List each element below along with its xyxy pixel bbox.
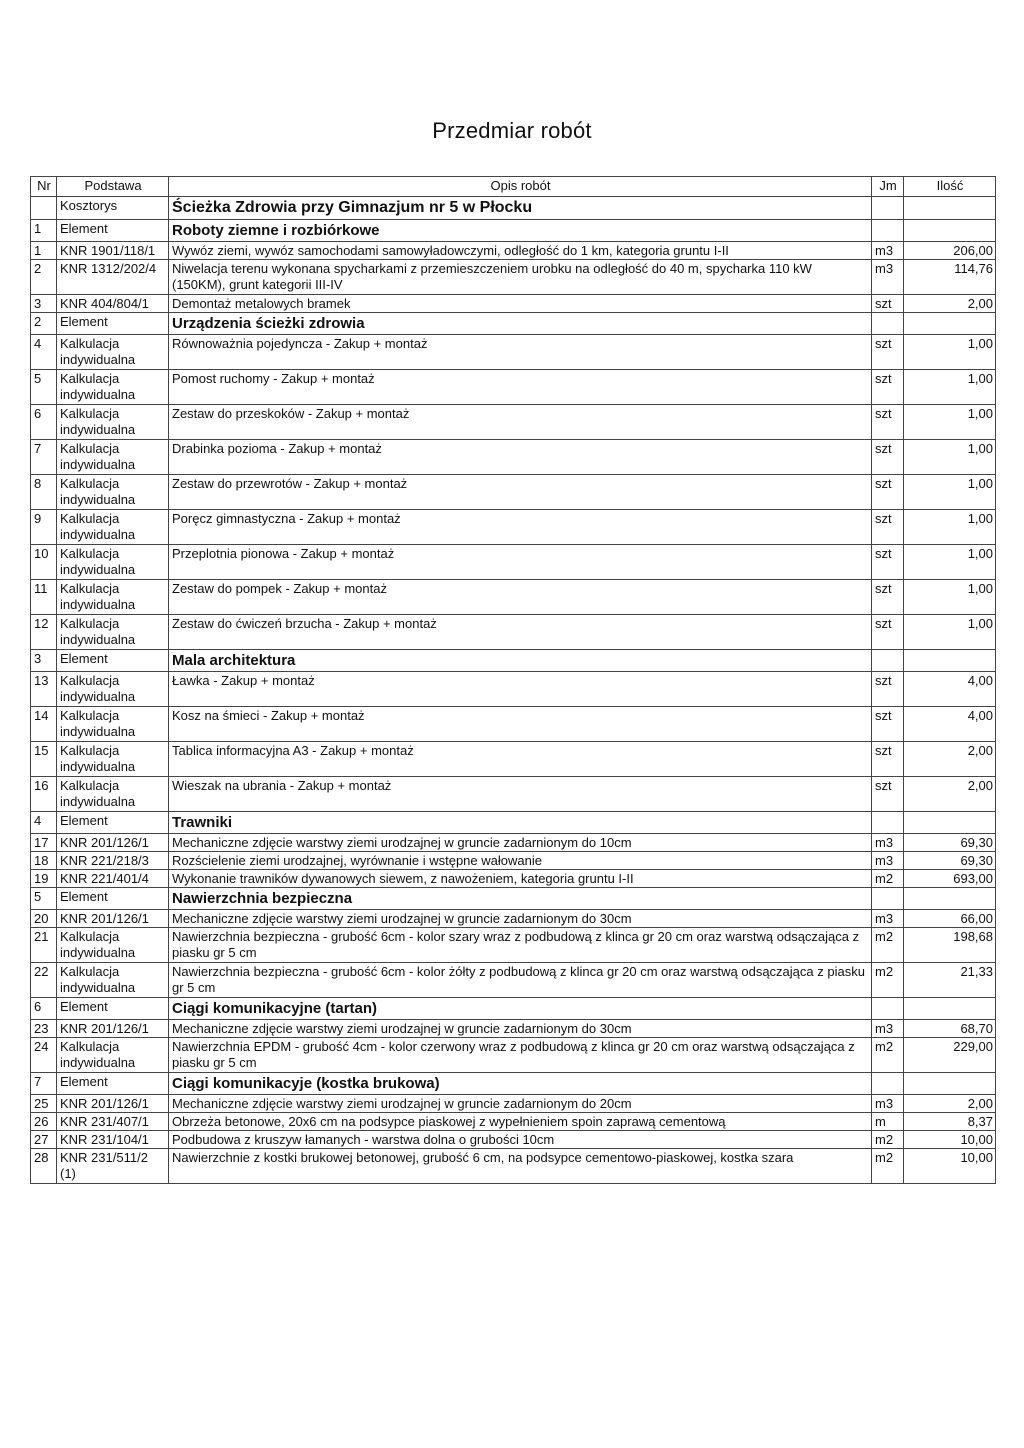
cell-podstawa: Element: [57, 650, 169, 672]
section-row: [31, 888, 996, 910]
section-row: [31, 313, 996, 335]
cell-jm: szt: [872, 580, 904, 615]
table-row: [31, 370, 996, 405]
cell-jm: szt: [872, 615, 904, 650]
cell-ilosc: 198,68: [904, 928, 996, 963]
cell-opis: Pomost ruchomy - Zakup + montaż: [169, 370, 872, 405]
cell-nr: 2: [31, 313, 57, 335]
cell-opis: Nawierzchnia bezpieczna: [169, 888, 872, 910]
section-row: [31, 1073, 996, 1095]
cell-podstawa: KNR 201/126/1: [57, 834, 169, 852]
table-row: [31, 1095, 996, 1113]
cell-nr: 27: [31, 1131, 57, 1149]
table-row: [31, 242, 996, 260]
cell-jm: m2: [872, 1131, 904, 1149]
table-row: [31, 1038, 996, 1073]
table-row: [31, 510, 996, 545]
table-row: [31, 545, 996, 580]
cell-jm: [872, 650, 904, 672]
cell-jm: [872, 220, 904, 242]
cell-ilosc: 2,00: [904, 295, 996, 313]
cell-jm: [872, 812, 904, 834]
table-row: [31, 777, 996, 812]
cell-opis: Przeplotnia pionowa - Zakup + montaż: [169, 545, 872, 580]
cell-jm: m3: [872, 1020, 904, 1038]
cell-nr: 19: [31, 870, 57, 888]
cell-opis: Niwelacja terenu wykonana spycharkami z przemieszczeniem urobku na odległość do 40 m, spycharka 110 kW (150KM), grunt kategorii III-IV: [169, 260, 872, 295]
cell-ilosc: [904, 812, 996, 834]
table-row: [31, 834, 996, 852]
table-row: [31, 707, 996, 742]
cell-podstawa: Kalkulacja indywidualna: [57, 475, 169, 510]
cell-ilosc: 1,00: [904, 440, 996, 475]
cell-jm: szt: [872, 742, 904, 777]
cell-podstawa: KNR 221/401/4: [57, 870, 169, 888]
table-row: [31, 405, 996, 440]
cell-opis: Nawierzchnia EPDM - grubość 4cm - kolor czerwony wraz z podbudową z klinca gr 20 cm oraz warstwą odsączająca z piasku gr 5 cm: [169, 1038, 872, 1073]
cell-nr: 2: [31, 260, 57, 295]
cell-podstawa: Kalkulacja indywidualna: [57, 405, 169, 440]
cell-nr: 4: [31, 812, 57, 834]
cell-jm: m3: [872, 852, 904, 870]
cell-podstawa: Kalkulacja indywidualna: [57, 928, 169, 963]
cell-opis: Ławka - Zakup + montaż: [169, 672, 872, 707]
cell-jm: [872, 1073, 904, 1095]
cell-jm: szt: [872, 777, 904, 812]
cell-opis: Ciągi komunikacyjne (tartan): [169, 998, 872, 1020]
cell-nr: 15: [31, 742, 57, 777]
table-row: [31, 1131, 996, 1149]
cell-opis: Ciągi komunikacyje (kostka brukowa): [169, 1073, 872, 1095]
cell-ilosc: 10,00: [904, 1149, 996, 1184]
cell-podstawa: Kalkulacja indywidualna: [57, 545, 169, 580]
cell-jm: [872, 313, 904, 335]
cell-ilosc: [904, 220, 996, 242]
cell-nr: 4: [31, 335, 57, 370]
cell-jm: [872, 888, 904, 910]
cell-podstawa: KNR 1312/202/4: [57, 260, 169, 295]
cell-ilosc: 2,00: [904, 742, 996, 777]
section-row: [31, 998, 996, 1020]
cell-opis: Wywóz ziemi, wywóz samochodami samowyładowczymi, odległość do 1 km, kategoria gruntu I-II: [169, 242, 872, 260]
cell-nr: 18: [31, 852, 57, 870]
cell-jm: [872, 197, 904, 220]
cell-jm: szt: [872, 545, 904, 580]
cell-jm: szt: [872, 707, 904, 742]
cell-nr: 16: [31, 777, 57, 812]
cell-ilosc: 10,00: [904, 1131, 996, 1149]
cell-jm: szt: [872, 335, 904, 370]
cell-opis: Mechaniczne zdjęcie warstwy ziemi urodzajnej w gruncie zadarnionym do 30cm: [169, 910, 872, 928]
cell-podstawa: Element: [57, 1073, 169, 1095]
cell-podstawa: Kalkulacja indywidualna: [57, 580, 169, 615]
table-row: [31, 615, 996, 650]
cell-ilosc: [904, 650, 996, 672]
table-row: [31, 852, 996, 870]
cell-ilosc: 69,30: [904, 834, 996, 852]
cell-nr: 6: [31, 405, 57, 440]
table-row: [31, 963, 996, 998]
cell-nr: 20: [31, 910, 57, 928]
cell-opis: Urządzenia ścieżki zdrowia: [169, 313, 872, 335]
table-header-row: [31, 177, 996, 197]
cell-nr: 23: [31, 1020, 57, 1038]
cell-ilosc: [904, 197, 996, 220]
cell-ilosc: [904, 313, 996, 335]
cell-ilosc: 8,37: [904, 1113, 996, 1131]
cell-jm: m2: [872, 1038, 904, 1073]
cell-podstawa: Kalkulacja indywidualna: [57, 742, 169, 777]
cell-podstawa: Element: [57, 220, 169, 242]
cell-nr: 1: [31, 242, 57, 260]
cell-nr: 9: [31, 510, 57, 545]
cell-podstawa: Element: [57, 313, 169, 335]
cell-ilosc: 114,76: [904, 260, 996, 295]
header-podstawa: Podstawa: [57, 177, 169, 197]
cell-nr: 8: [31, 475, 57, 510]
cell-ilosc: 68,70: [904, 1020, 996, 1038]
section-row: [31, 220, 996, 242]
cell-nr: 3: [31, 295, 57, 313]
cell-jm: szt: [872, 405, 904, 440]
cell-podstawa: Element: [57, 888, 169, 910]
cell-jm: m3: [872, 910, 904, 928]
cell-jm: szt: [872, 672, 904, 707]
cell-nr: 11: [31, 580, 57, 615]
cell-podstawa: KNR 201/126/1: [57, 1020, 169, 1038]
cell-opis: Drabinka pozioma - Zakup + montaż: [169, 440, 872, 475]
header-jm: Jm: [872, 177, 904, 197]
cell-ilosc: 66,00: [904, 910, 996, 928]
cell-podstawa: Kalkulacja indywidualna: [57, 335, 169, 370]
table-row: [31, 335, 996, 370]
cell-opis: Mechaniczne zdjęcie warstwy ziemi urodzajnej w gruncie zadarnionym do 30cm: [169, 1020, 872, 1038]
cell-podstawa: Kalkulacja indywidualna: [57, 672, 169, 707]
cell-opis: Wykonanie trawników dywanowych siewem, z nawożeniem, kategoria gruntu I-II: [169, 870, 872, 888]
cell-nr: 17: [31, 834, 57, 852]
cell-ilosc: 1,00: [904, 545, 996, 580]
cell-ilosc: [904, 888, 996, 910]
table-row: [31, 295, 996, 313]
cell-podstawa: KNR 231/511/2 (1): [57, 1149, 169, 1184]
cell-nr: 25: [31, 1095, 57, 1113]
cell-jm: [872, 998, 904, 1020]
cell-opis: Rozścielenie ziemi urodzajnej, wyrównanie i wstępne wałowanie: [169, 852, 872, 870]
section-row: [31, 650, 996, 672]
cell-nr: 5: [31, 370, 57, 405]
cell-nr: 28: [31, 1149, 57, 1184]
cell-nr: 3: [31, 650, 57, 672]
cell-nr: 6: [31, 998, 57, 1020]
cell-jm: m: [872, 1113, 904, 1131]
table-row: [31, 580, 996, 615]
section-row: [31, 812, 996, 834]
cell-podstawa: KNR 201/126/1: [57, 910, 169, 928]
header-nr: Nr: [31, 177, 57, 197]
cell-podstawa: Kalkulacja indywidualna: [57, 615, 169, 650]
header-ilosc: Ilość: [904, 177, 996, 197]
cell-opis: Mala architektura: [169, 650, 872, 672]
table-row: [31, 870, 996, 888]
cell-opis: Demontaż metalowych bramek: [169, 295, 872, 313]
cell-podstawa: KNR 404/804/1: [57, 295, 169, 313]
cell-nr: 22: [31, 963, 57, 998]
cell-opis: Zestaw do pompek - Zakup + montaż: [169, 580, 872, 615]
cell-jm: szt: [872, 440, 904, 475]
cell-podstawa: KNR 1901/118/1: [57, 242, 169, 260]
cell-jm: m2: [872, 963, 904, 998]
cell-podstawa: Element: [57, 812, 169, 834]
cell-podstawa: Kalkulacja indywidualna: [57, 1038, 169, 1073]
cost-estimate-table: [30, 176, 996, 1184]
table-row: [31, 440, 996, 475]
cell-podstawa: Kalkulacja indywidualna: [57, 963, 169, 998]
cell-opis: Mechaniczne zdjęcie warstwy ziemi urodzajnej w gruncie zadarnionym do 20cm: [169, 1095, 872, 1113]
cell-opis: Mechaniczne zdjęcie warstwy ziemi urodzajnej w gruncie zadarnionym do 10cm: [169, 834, 872, 852]
table-row: [31, 1149, 996, 1184]
cell-podstawa: Kalkulacja indywidualna: [57, 777, 169, 812]
cell-podstawa: KNR 231/407/1: [57, 1113, 169, 1131]
cell-nr: 7: [31, 1073, 57, 1095]
cell-opis: Wieszak na ubrania - Zakup + montaż: [169, 777, 872, 812]
cell-jm: m2: [872, 1149, 904, 1184]
cell-podstawa: Kalkulacja indywidualna: [57, 707, 169, 742]
cell-opis: Obrzeża betonowe, 20x6 cm na podsypce piaskowej z wypełnieniem spoin zaprawą cementową: [169, 1113, 872, 1131]
cell-opis: Poręcz gimnastyczna - Zakup + montaż: [169, 510, 872, 545]
estimate-title-row: [31, 197, 996, 220]
cell-ilosc: 206,00: [904, 242, 996, 260]
cell-nr: 1: [31, 220, 57, 242]
cell-jm: m3: [872, 260, 904, 295]
table-row: [31, 910, 996, 928]
cell-opis: Tablica informacyjna A3 - Zakup + montaż: [169, 742, 872, 777]
cell-ilosc: 1,00: [904, 615, 996, 650]
table-row: [31, 475, 996, 510]
cell-opis: Ścieżka Zdrowia przy Gimnazjum nr 5 w Płocku: [169, 197, 872, 220]
cell-opis: Zestaw do przewrotów - Zakup + montaż: [169, 475, 872, 510]
cell-jm: m3: [872, 834, 904, 852]
cell-opis: Roboty ziemne i rozbiórkowe: [169, 220, 872, 242]
cell-jm: m2: [872, 928, 904, 963]
cell-opis: Zestaw do przeskoków - Zakup + montaż: [169, 405, 872, 440]
cell-podstawa: Kosztorys: [57, 197, 169, 220]
cell-ilosc: 1,00: [904, 475, 996, 510]
table-row: [31, 1113, 996, 1131]
cell-nr: 13: [31, 672, 57, 707]
table-row: [31, 742, 996, 777]
cell-nr: 12: [31, 615, 57, 650]
cell-opis: Podbudowa z kruszyw łamanych - warstwa dolna o grubości 10cm: [169, 1131, 872, 1149]
cell-jm: m2: [872, 870, 904, 888]
cell-podstawa: Element: [57, 998, 169, 1020]
cell-opis: Trawniki: [169, 812, 872, 834]
cell-ilosc: 1,00: [904, 580, 996, 615]
table-row: [31, 672, 996, 707]
cell-jm: szt: [872, 295, 904, 313]
cell-jm: szt: [872, 510, 904, 545]
cell-podstawa: KNR 201/126/1: [57, 1095, 169, 1113]
page-title: Przedmiar robót: [432, 118, 592, 143]
cell-podstawa: Kalkulacja indywidualna: [57, 440, 169, 475]
table-row: [31, 928, 996, 963]
cell-ilosc: 1,00: [904, 370, 996, 405]
cell-ilosc: 21,33: [904, 963, 996, 998]
cell-ilosc: 1,00: [904, 405, 996, 440]
cell-ilosc: 4,00: [904, 707, 996, 742]
cell-opis: Kosz na śmieci - Zakup + montaż: [169, 707, 872, 742]
cell-opis: Nawierzchnie z kostki brukowej betonowej, grubość 6 cm, na podsypce cementowo-piaskowej, kostka szara: [169, 1149, 872, 1184]
table-row: [31, 1020, 996, 1038]
cell-nr: 5: [31, 888, 57, 910]
cell-jm: m3: [872, 242, 904, 260]
cell-jm: szt: [872, 475, 904, 510]
cell-opis: Zestaw do ćwiczeń brzucha - Zakup + montaż: [169, 615, 872, 650]
cell-ilosc: 1,00: [904, 335, 996, 370]
cell-ilosc: 2,00: [904, 777, 996, 812]
header-opis: Opis robót: [169, 177, 872, 197]
cell-nr: 10: [31, 545, 57, 580]
cell-nr: 21: [31, 928, 57, 963]
cell-ilosc: [904, 1073, 996, 1095]
cell-ilosc: 4,00: [904, 672, 996, 707]
cell-podstawa: KNR 231/104/1: [57, 1131, 169, 1149]
cell-ilosc: 229,00: [904, 1038, 996, 1073]
cell-jm: m3: [872, 1095, 904, 1113]
cell-nr: [31, 197, 57, 220]
cell-nr: 26: [31, 1113, 57, 1131]
cell-podstawa: KNR 221/218/3: [57, 852, 169, 870]
cell-opis: Nawierzchnia bezpieczna - grubość 6cm - kolor szary wraz z podbudową z klinca gr 20 cm oraz warstwą odsączająca z piasku gr 5 cm: [169, 928, 872, 963]
cell-ilosc: 2,00: [904, 1095, 996, 1113]
table-row: [31, 260, 996, 295]
cell-ilosc: [904, 998, 996, 1020]
cell-nr: 14: [31, 707, 57, 742]
cell-ilosc: 693,00: [904, 870, 996, 888]
cell-jm: szt: [872, 370, 904, 405]
cell-podstawa: Kalkulacja indywidualna: [57, 370, 169, 405]
cell-ilosc: 1,00: [904, 510, 996, 545]
cell-ilosc: 69,30: [904, 852, 996, 870]
cell-nr: 7: [31, 440, 57, 475]
cell-opis: Równoważnia pojedyncza - Zakup + montaż: [169, 335, 872, 370]
cell-opis: Nawierzchnia bezpieczna - grubość 6cm - kolor żółty z podbudową z klinca gr 20 cm oraz warstwą odsączająca z piasku gr 5 cm: [169, 963, 872, 998]
table-body: [31, 197, 996, 1184]
cell-nr: 24: [31, 1038, 57, 1073]
cell-podstawa: Kalkulacja indywidualna: [57, 510, 169, 545]
